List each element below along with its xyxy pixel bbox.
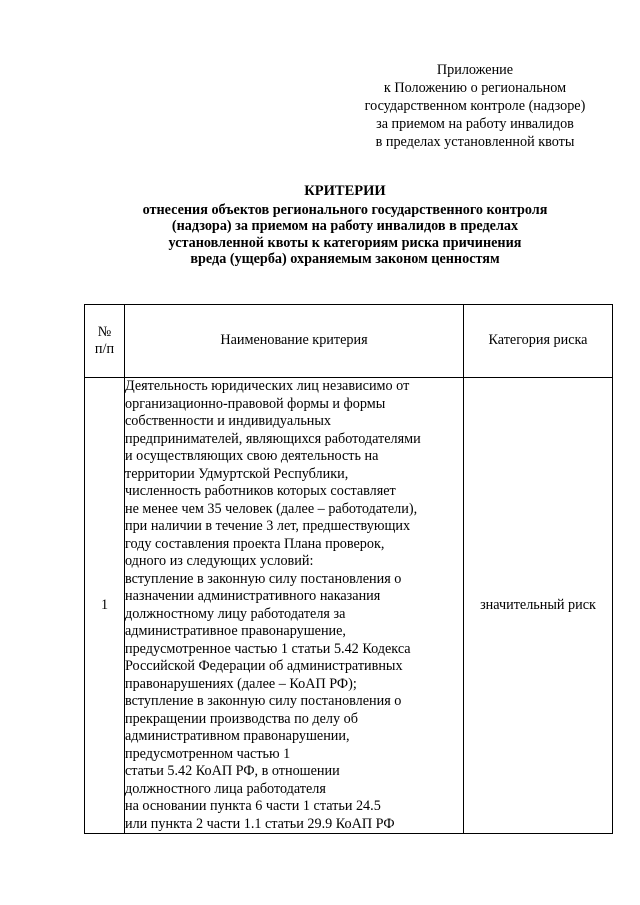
appendix-block (330, 61, 620, 151)
criterion-line: вступление в законную силу постановления о (125, 693, 402, 709)
criterion-line: собственности и индивидуальных (125, 413, 332, 429)
appendix-line: за приемом на работу инвалидов (376, 116, 574, 132)
risk-category-value: значительный риск (464, 378, 613, 834)
criterion-line: должностного лица работодателя (125, 780, 326, 797)
criterion-line: численность работников которых составляет (125, 483, 396, 499)
title-line: отнесения объектов регионального государственного контроля (142, 201, 548, 218)
criteria-table (84, 304, 613, 834)
criterion-line: должностному лицу работодателя за (125, 605, 346, 622)
title-line: (надзора) за приемом на работу инвалидов в пределах (171, 218, 519, 234)
criterion-line: вступление в законную силу постановления о (125, 570, 402, 587)
criterion-line: предусмотренное частью 1 статьи 5.42 Кодекса (125, 640, 411, 657)
criterion-line: статьи 5.42 КоАП РФ, в отношении (125, 763, 340, 779)
criterion-line: или пункта 2 части 1.1 статьи 29.9 КоАП РФ (125, 815, 395, 832)
document-title (80, 183, 610, 268)
title-line: установленной квоты к категориям риска причинения (168, 234, 522, 251)
criterion-line: правонарушениях (далее – КоАП РФ); (125, 675, 357, 692)
row-number: 1 (85, 378, 125, 834)
criterion-line: Деятельность юридических лиц независимо от (125, 378, 410, 394)
criterion-line: территории Удмуртской Республики, (125, 465, 349, 482)
criterion-line: одного из следующих условий: (125, 553, 314, 569)
criterion-line: Российской Федерации об административных (125, 658, 403, 674)
header-number-symbol: № (97, 323, 112, 340)
appendix-line: государственном контроле (надзоре) (364, 98, 586, 114)
title-line: вреда (ущерба) охраняемым законом ценностям (190, 251, 500, 267)
header-criterion-name: Наименование критерия (125, 305, 464, 378)
criterion-line: административное правонарушение, (125, 623, 346, 639)
criterion-text (125, 378, 464, 834)
table-header-row (85, 305, 613, 378)
criterion-line: при наличии в течение 3 лет, предшествующих (125, 518, 411, 534)
criterion-line: организационно-правовой формы и формы (125, 395, 386, 412)
criterion-line: предусмотренном частью 1 (125, 745, 291, 762)
criterion-line: не менее чем 35 человек (далее – работодатели), (125, 500, 418, 517)
table-row (85, 378, 613, 834)
appendix-line: Приложение (436, 62, 514, 78)
title-heading: КРИТЕРИИ (304, 183, 386, 199)
criterion-line: прекращении производства по делу об (125, 710, 358, 727)
header-number (85, 305, 125, 378)
header-risk-category: Категория риска (464, 305, 613, 378)
appendix-line: в пределах установленной квоты (375, 134, 575, 150)
criterion-line: году составления проекта Плана проверок, (125, 535, 385, 552)
criterion-line: административном правонарушении, (125, 728, 350, 744)
criterion-line: и осуществляющих свою деятельность на (125, 448, 379, 464)
criterion-line: предпринимателей, являющихся работодателями (125, 430, 421, 447)
appendix-line: к Положению о региональном (383, 80, 567, 96)
criterion-line: на основании пункта 6 части 1 статьи 24.5 (125, 798, 381, 814)
criterion-line: назначении административного наказания (125, 588, 381, 604)
header-number-abbr: п/п (94, 341, 115, 357)
